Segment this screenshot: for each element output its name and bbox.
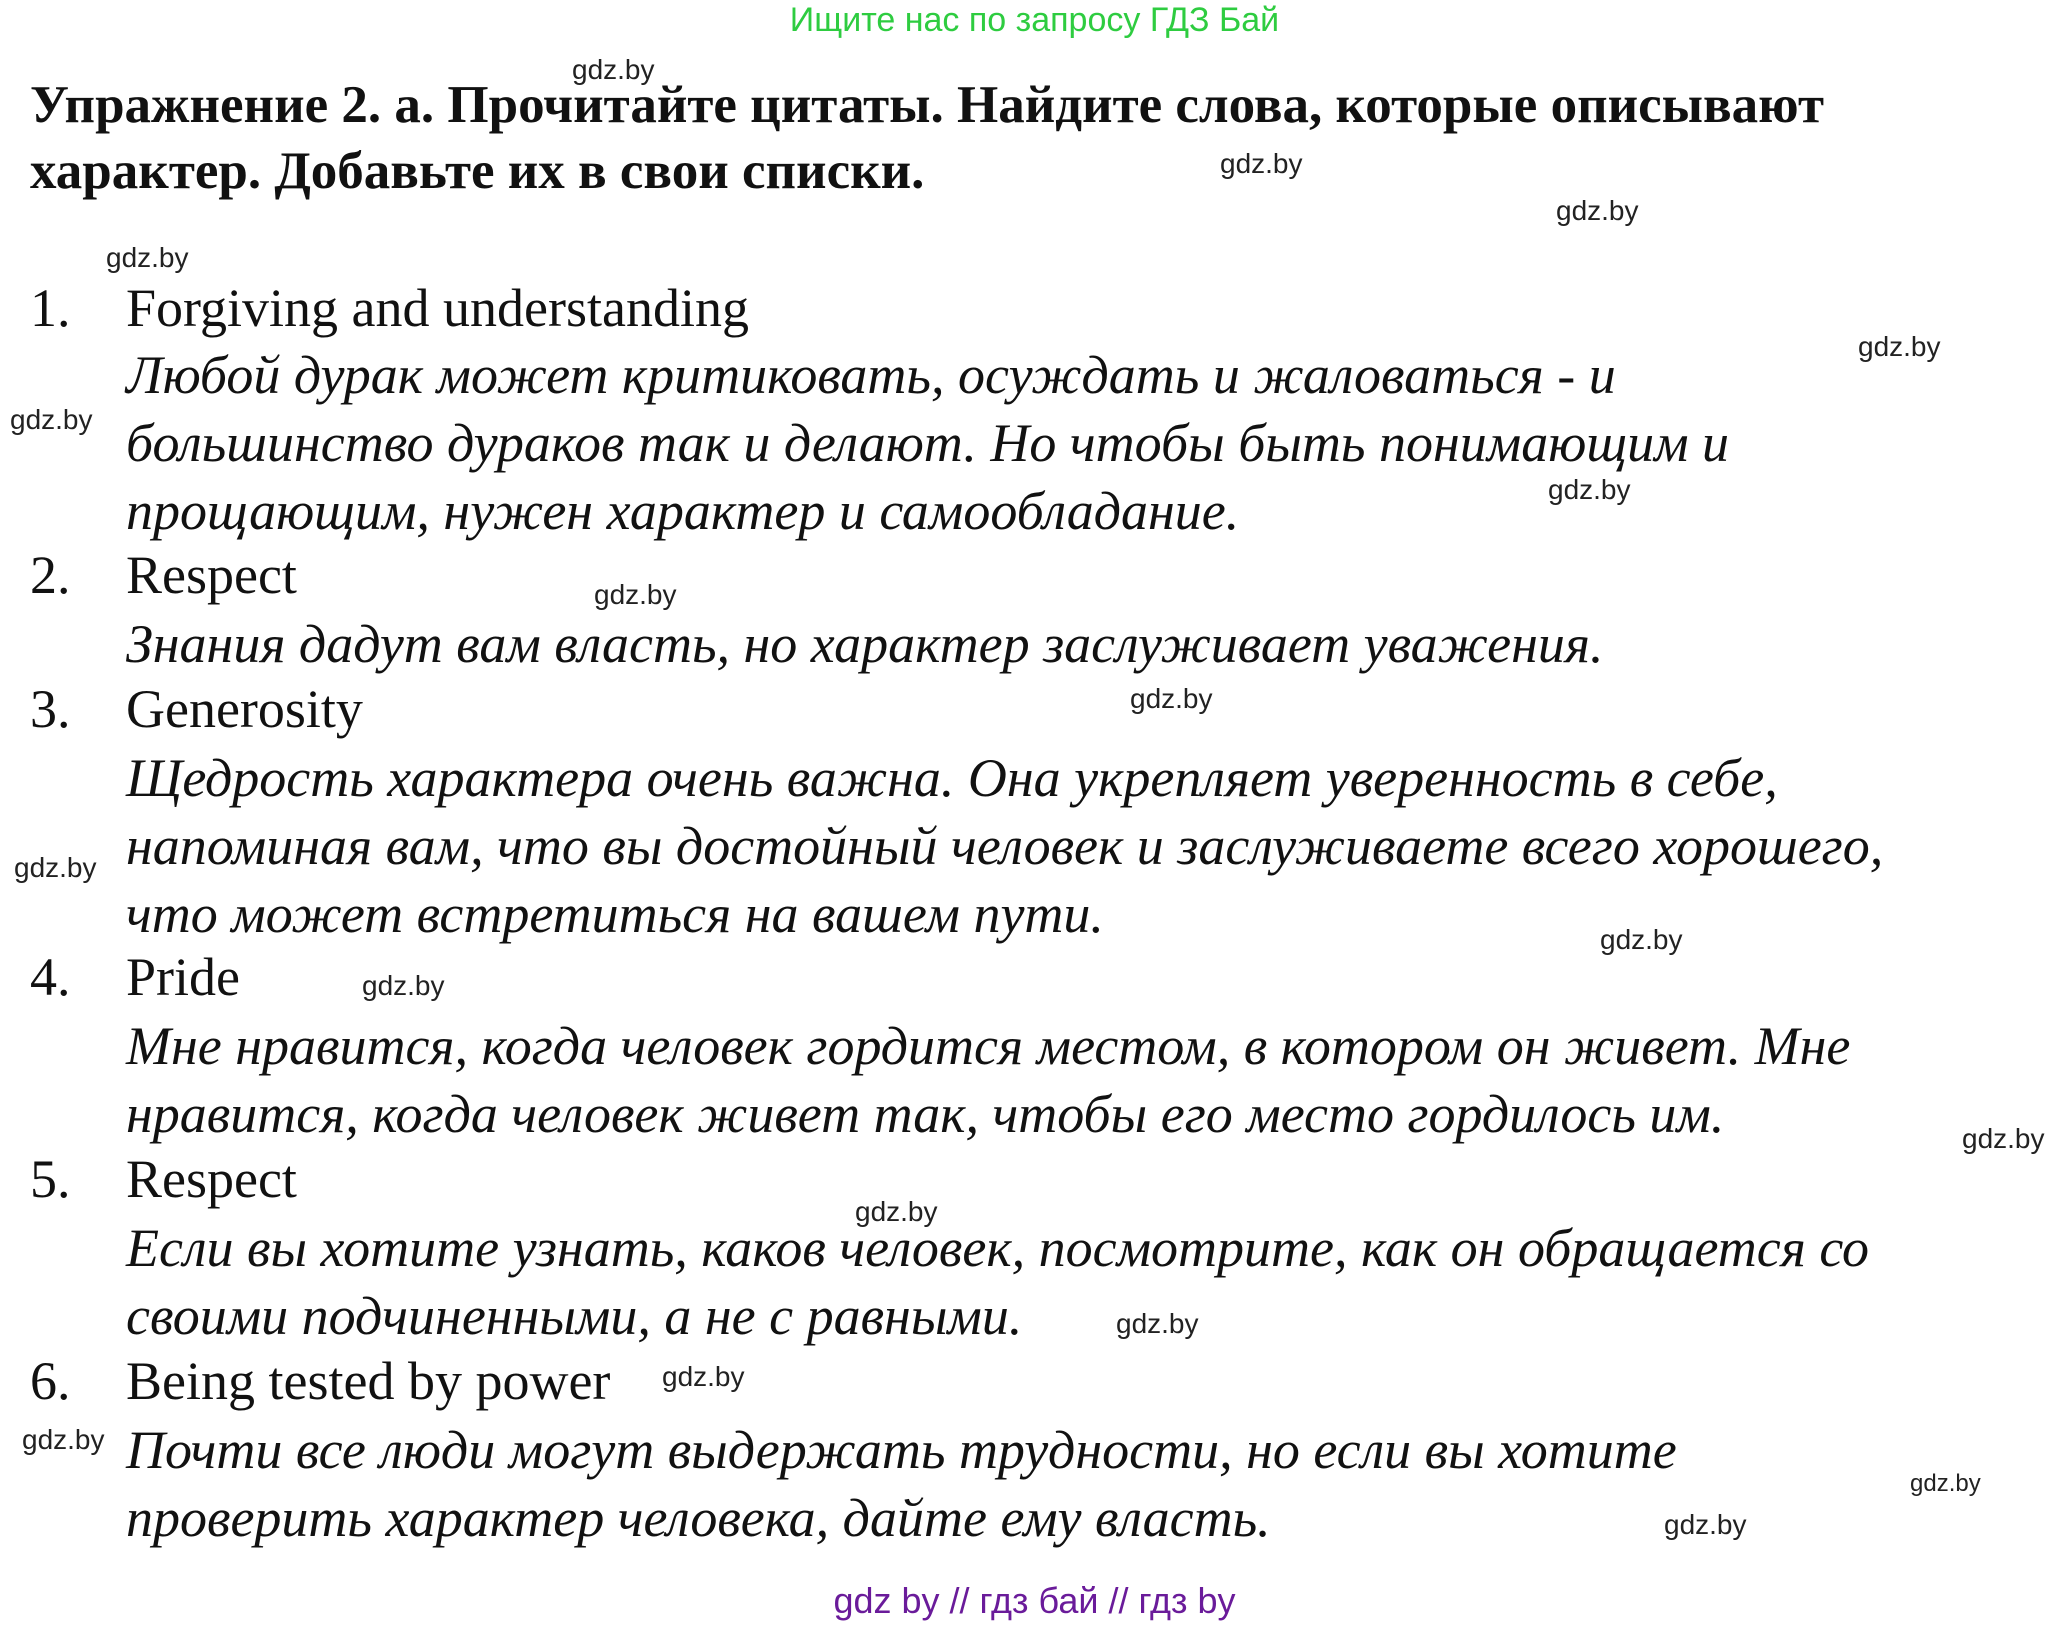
item-quote-line: нравится, когда человек живет так, чтобы его место гордилось им. bbox=[126, 1084, 1725, 1144]
item-number: 6. bbox=[30, 1351, 71, 1411]
item-title: Respect bbox=[126, 545, 297, 605]
watermark: gdz.by bbox=[362, 970, 445, 1001]
item-quote-line: напоминая вам, что вы достойный человек и заслуживаете всего хорошего, bbox=[126, 816, 1884, 876]
watermark: gdz.by bbox=[106, 242, 189, 273]
watermark: gdz.by bbox=[1664, 1509, 1747, 1540]
watermark: gdz.by bbox=[14, 852, 97, 883]
item-number: 5. bbox=[30, 1149, 71, 1209]
item-title: Being tested by power bbox=[126, 1351, 611, 1411]
watermark: gdz.by bbox=[1556, 195, 1639, 226]
item-quote-line: своими подчиненными, а не с равными. bbox=[126, 1286, 1023, 1346]
item-quote-line: большинство дураков так и делают. Но чтобы быть понимающим и bbox=[126, 413, 1730, 473]
watermark: gdz.by bbox=[1600, 924, 1683, 955]
item-number: 1. bbox=[30, 278, 71, 338]
watermark: gdz.by bbox=[855, 1196, 938, 1227]
watermark: gdz.by bbox=[10, 404, 93, 435]
item-title: Pride bbox=[126, 947, 240, 1007]
search-banner: Ищите нас по запросу ГДЗ Бай bbox=[789, 1, 1280, 39]
item-title: Generosity bbox=[126, 679, 363, 739]
item-number: 4. bbox=[30, 947, 71, 1007]
heading-line-1: Упражнение 2. а. Прочитайте цитаты. Найдите слова, которые описывают bbox=[30, 76, 1825, 134]
watermark: gdz.by bbox=[1962, 1123, 2045, 1154]
item-number: 2. bbox=[30, 545, 71, 605]
item-quote-line: что может встретиться на вашем пути. bbox=[126, 884, 1104, 944]
footer-watermark: gdz by // гдз бай // гдз by bbox=[833, 1580, 1236, 1621]
item-title: Respect bbox=[126, 1149, 297, 1209]
watermark: gdz.by bbox=[594, 579, 677, 610]
watermark: gdz.by bbox=[662, 1361, 745, 1392]
item-quote-line: Любой дурак может критиковать, осуждать и жаловаться - и bbox=[126, 345, 1616, 405]
watermark: gdz.by bbox=[1116, 1308, 1199, 1339]
watermark: gdz.by bbox=[1130, 683, 1213, 714]
watermark: gdz.by bbox=[1548, 474, 1631, 505]
watermark: gdz.by bbox=[572, 54, 655, 85]
item-quote-line: Мне нравится, когда человек гордится местом, в котором он живет. Мне bbox=[126, 1016, 1851, 1076]
watermark: gdz.by bbox=[22, 1424, 105, 1455]
item-title: Forgiving and understanding bbox=[126, 278, 749, 338]
item-quote-line: Почти все люди могут выдержать трудности, но если вы хотите bbox=[126, 1420, 1677, 1480]
item-quote-line: проверить характер человека, дайте ему власть. bbox=[126, 1488, 1271, 1548]
heading-line-2: характер. Добавьте их в свои списки. bbox=[30, 142, 925, 200]
watermark: gdz.by bbox=[1220, 148, 1303, 179]
item-quote-line: Если вы хотите узнать, каков человек, посмотрите, как он обращается со bbox=[126, 1218, 1869, 1278]
item-number: 3. bbox=[30, 679, 71, 739]
watermark: gdz.by bbox=[1910, 1470, 1981, 1497]
item-quote-line: прощающим, нужен характер и самообладание. bbox=[126, 481, 1240, 541]
watermark: gdz.by bbox=[1858, 331, 1941, 362]
exercise-heading bbox=[30, 72, 2050, 204]
item-quote-line: Знания дадут вам власть, но характер заслуживает уважения. bbox=[126, 614, 1604, 674]
item-quote-line: Щедрость характера очень важна. Она укрепляет уверенность в себе, bbox=[126, 748, 1778, 808]
